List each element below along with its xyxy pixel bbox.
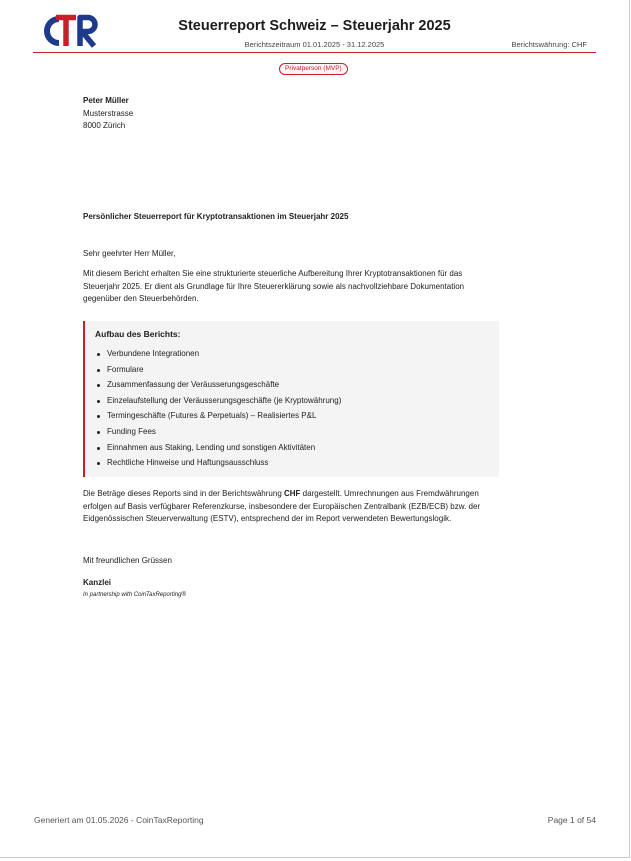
structure-item: Verbundene Integrationen bbox=[95, 346, 341, 362]
structure-item: Einnahmen aus Staking, Lending und sonstigen Aktivitäten bbox=[95, 440, 341, 456]
structure-item: Rechtliche Hinweise und Haftungsausschluss bbox=[95, 455, 341, 471]
partnership-note: In partnership with CoinTaxReporting® bbox=[83, 592, 186, 598]
reporting-period: Berichtszeitraum 01.01.2025 - 31.12.2025 bbox=[244, 40, 385, 49]
letter-signatory: Kanzlei bbox=[83, 578, 112, 587]
letter-intro: Mit diesem Bericht erhalten Sie eine strukturierte steuerliche Aufbereitung Ihrer Kryptotransaktionen für das Steuerjahr 2025. Er dient als Grundlage für Ihre Steuererklärung sowie als nachvollziehbare Dokumentation gegenüber den Steuerbehörden. bbox=[83, 269, 465, 303]
report-title: Steuerreport Schweiz – Steuerjahr 2025 bbox=[178, 18, 451, 34]
currency-note-text: dargestellt. Umrechnungen aus Fremdwährungen erfolgen auf Basis verfügbarer Referenzkurse, insbesondere der Europäischen Zentralbank (EZB/ECB) bzw. der Eidgenössischen Steuerverwaltung (ESTV), entsprechend der im Report verwendeten Bewertungslogik. bbox=[83, 489, 481, 523]
footer-page-number: Page 1 of 54 bbox=[547, 815, 596, 825]
header-divider bbox=[33, 52, 596, 53]
footer-generated: Generiert am 01.05.2026 - CoinTaxReporting bbox=[34, 815, 204, 825]
letter-salutation: Sehr geehrter Herr Müller, bbox=[83, 249, 176, 258]
structure-item: Termingeschäfte (Futures & Perpetuals) – Realisiertes P&L bbox=[95, 408, 341, 424]
report-structure-title: Aufbau des Berichts: bbox=[95, 329, 181, 339]
structure-item: Einzelaufstellung der Veräusserungsgeschäfte (je Kryptowährung) bbox=[95, 393, 341, 409]
client-type-badge: Privatperson (MVP) bbox=[279, 63, 348, 75]
currency-note bbox=[83, 488, 499, 526]
currency-note-currency: CHF bbox=[284, 489, 301, 498]
report-structure-box bbox=[83, 321, 499, 477]
reporting-currency: Berichtswährung: CHF bbox=[511, 40, 587, 49]
recipient-city: 8000 Zürich bbox=[83, 121, 126, 130]
letter-closing: Mit freundlichen Grüssen bbox=[83, 556, 172, 565]
structure-item: Formulare bbox=[95, 362, 341, 378]
recipient-address bbox=[83, 95, 133, 133]
recipient-street: Musterstrasse bbox=[83, 108, 134, 118]
report-structure-list bbox=[95, 346, 341, 471]
currency-note-text: Die Beträge dieses Reports sind in der Berichtswährung bbox=[83, 489, 284, 498]
recipient-name: Peter Müller bbox=[83, 96, 129, 105]
structure-item: Funding Fees bbox=[95, 424, 341, 440]
structure-item: Zusammenfassung der Veräusserungsgeschäfte bbox=[95, 377, 341, 393]
letter-subject: Persönlicher Steuerreport für Kryptotransaktionen im Steuerjahr 2025 bbox=[83, 212, 349, 221]
